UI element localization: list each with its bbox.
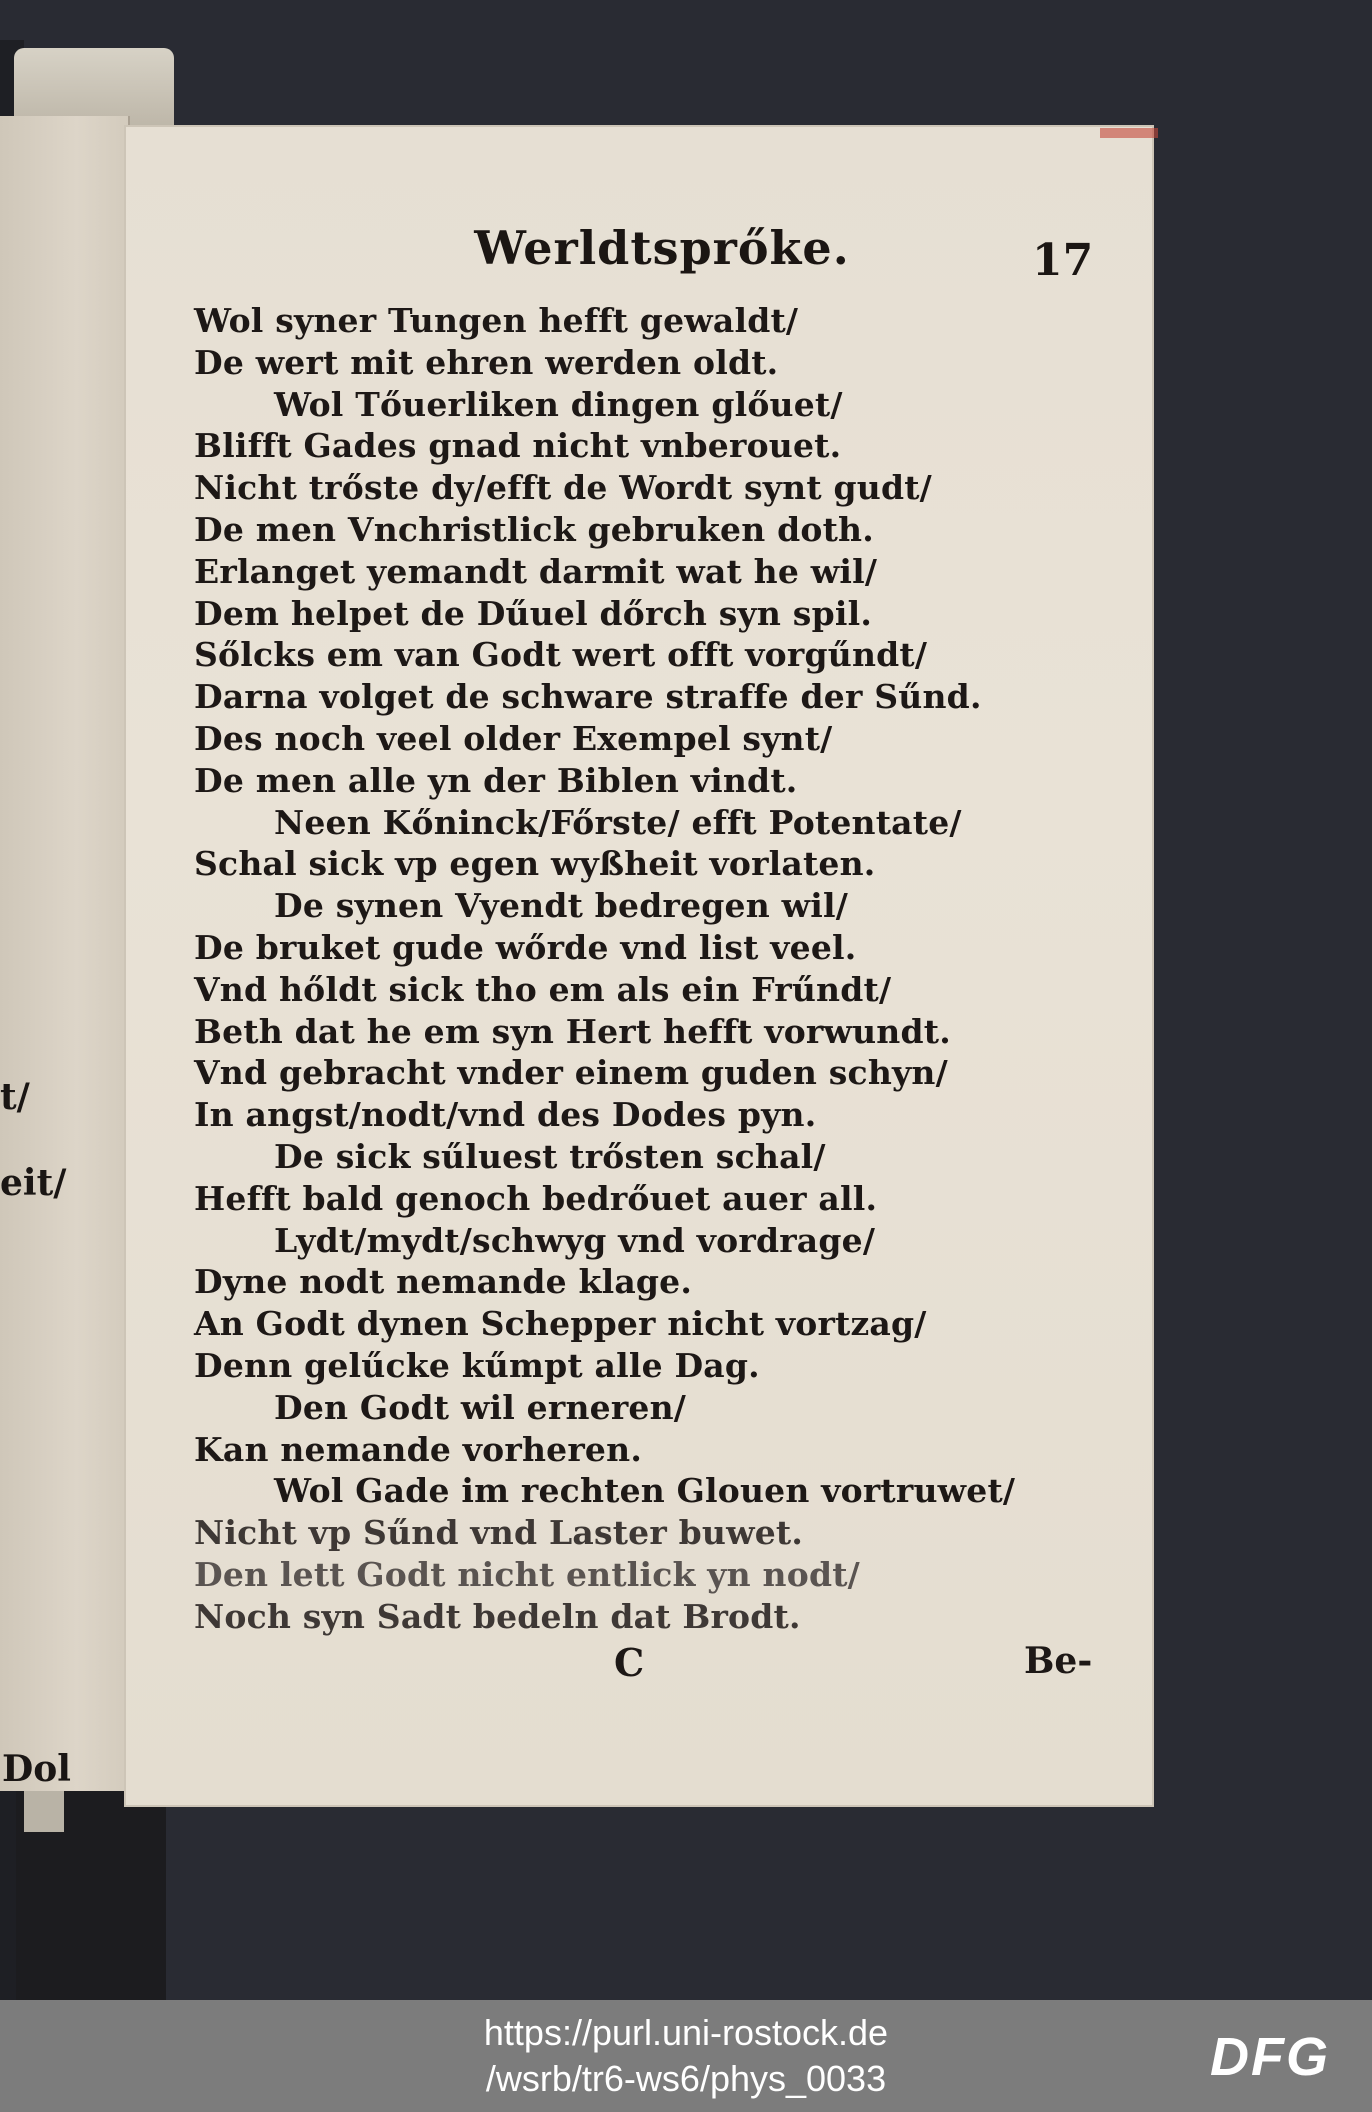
book-page bbox=[124, 125, 1154, 1807]
left-page-fragment: t/ bbox=[0, 1076, 30, 1118]
verse-line: De sick sűluest trősten schal/ bbox=[274, 1136, 826, 1176]
permalink-line-2[interactable]: /wsrb/tr6-ws6/phys_0033 bbox=[485, 2058, 887, 2099]
verse-line: Dyne nodt nemande klage. bbox=[194, 1262, 693, 1302]
verse-line: An Godt dynen Schepper nicht vortzag/ bbox=[194, 1304, 927, 1344]
verse-line: Den Godt wil erneren/ bbox=[274, 1387, 687, 1427]
permalink-line-1[interactable]: https://purl.uni-rostock.de bbox=[483, 2012, 889, 2053]
verse-line: Des noch veel older Exempel synt/ bbox=[194, 718, 833, 758]
verse-line: Neen Kőninck/Főrste/ efft Potentate/ bbox=[274, 802, 962, 842]
dfg-logo: DFG bbox=[1210, 2027, 1330, 2087]
verse-line: Nicht trőste dy/efft de Wordt synt gudt/ bbox=[194, 468, 932, 508]
verse-line: Wol Tőuerliken dingen glőuet/ bbox=[274, 384, 843, 424]
previous-page bbox=[0, 116, 130, 1791]
verse-line: Dem helpet de Dűuel dőrch syn spil. bbox=[194, 593, 873, 633]
verse-line: Vnd gebracht vnder einem guden schyn/ bbox=[194, 1053, 948, 1093]
verse-line: Wol syner Tungen hefft gewaldt/ bbox=[194, 301, 799, 340]
verse-line: Schal sick vp egen wyßheit vorlaten. bbox=[194, 844, 876, 884]
verse-line: In angst/nodt/vnd des Dodes pyn. bbox=[194, 1095, 817, 1135]
verse-line: De men Vnchristlick gebruken doth. bbox=[194, 509, 874, 549]
verse-line: Denn gelűcke kűmpt alle Dag. bbox=[194, 1345, 760, 1385]
verse-line: Beth dat he em syn Hert hefft vorwundt. bbox=[194, 1011, 951, 1051]
verse-line: Noch syn Sadt bedeln dat Brodt. bbox=[194, 1596, 801, 1636]
verse-line: De men alle yn der Biblen vindt. bbox=[194, 760, 798, 800]
verse-line: Darna volget de schware straffe der Sűnd. bbox=[194, 677, 982, 717]
verse-line: Blifft Gades gnad nicht vnberouet. bbox=[194, 426, 842, 466]
left-page-fragment: eit/ bbox=[0, 1162, 67, 1204]
signature-mark: C bbox=[614, 1640, 645, 1685]
verse-line: Nicht vp Sűnd vnd Laster buwet. bbox=[194, 1513, 804, 1553]
verse-line: Sőlcks em van Godt wert offt vorgűndt/ bbox=[194, 635, 928, 675]
verse-line: De bruket gude wőrde vnd list veel. bbox=[194, 927, 857, 967]
permalink[interactable] bbox=[0, 2010, 1372, 2102]
viewer-footer bbox=[0, 2000, 1372, 2112]
left-page-fragment: Dol bbox=[2, 1748, 71, 1790]
verse-line: Vnd hőldt sick tho em als ein Frűndt/ bbox=[194, 969, 892, 1009]
verse-line: Den lett Godt nicht entlick yn nodt/ bbox=[194, 1554, 860, 1594]
verse-line: Kan nemande vorheren. bbox=[194, 1429, 643, 1469]
verse-block bbox=[194, 300, 1124, 1638]
page-edge-stain bbox=[1100, 128, 1158, 138]
running-head: Werldtsprőke. bbox=[474, 221, 850, 275]
catchword: Be- bbox=[1024, 1640, 1093, 1682]
verse-line: Erlanget yemandt darmit wat he wil/ bbox=[194, 551, 878, 591]
verse-line: Wol Gade im rechten Glouen vortruwet/ bbox=[274, 1471, 1016, 1511]
verse-line: De wert mit ehren werden oldt. bbox=[194, 342, 779, 382]
verse-line: De synen Vyendt bedregen wil/ bbox=[274, 886, 848, 926]
verse-line: Lydt/mydt/schwyg vnd vordrage/ bbox=[274, 1220, 876, 1260]
verse-line: Hefft bald genoch bedrőuet auer all. bbox=[194, 1178, 878, 1218]
page-number: 17 bbox=[1032, 235, 1094, 286]
